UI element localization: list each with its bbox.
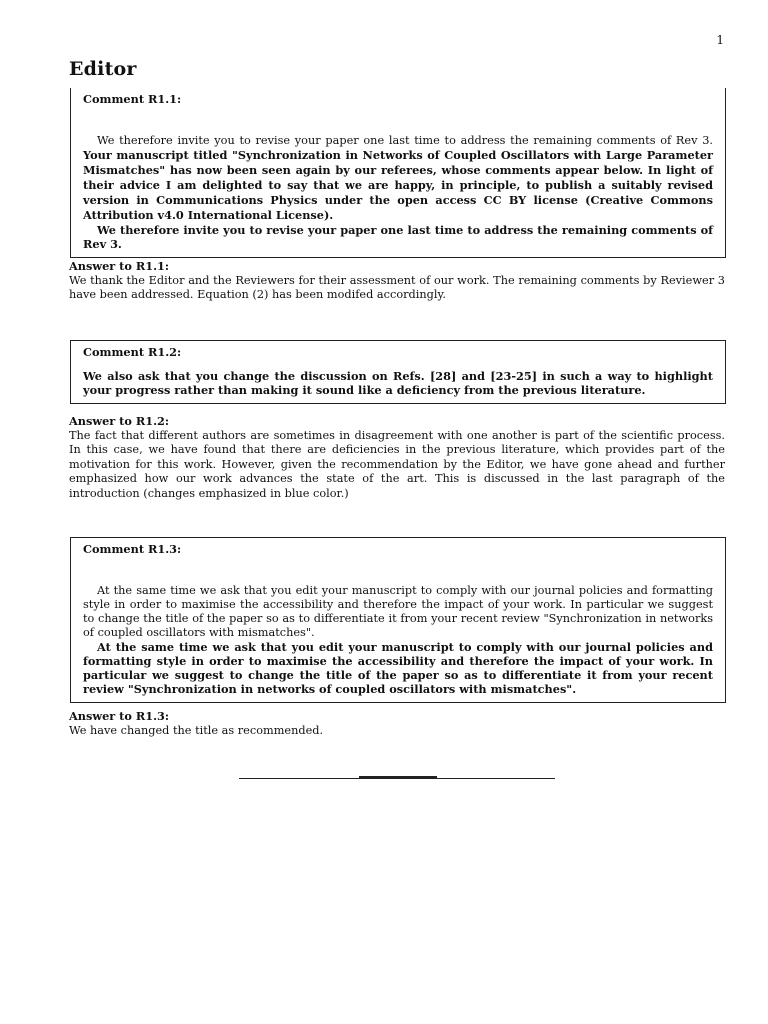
answer-label: Answer to R1.2: xyxy=(69,414,170,428)
comment-label: Comment R1.2: xyxy=(83,345,182,359)
comment-plain-text: At the same time we ask that you edit your manuscript to comply with our journal policies and formatting style in order to maximise the accessibility and therefore the impact of your work. In particular we suggest to change the title of the paper so as to differentiate it from your recent review "Synchronization in networks of coupled oscillators with mismatches". xyxy=(83,584,713,639)
comment-plain-text: We therefore invite you to revise your paper one last time to address the remaining comments of Rev 3. xyxy=(97,134,713,147)
answer-label: Answer to R1.1: xyxy=(69,259,170,273)
comment-box-r1-2 xyxy=(70,340,726,404)
answer-r1-3 xyxy=(69,709,725,738)
comment-bold-text: At the same time we ask that you edit your manuscript to comply with our journal policies and formatting style in order to maximise the accessibility and therefore the impact of your work. In particular we suggest to change the title of the paper so as to differentiate it from your recent review "Synchronization in networks of coupled oscillators with mismatches". xyxy=(83,640,713,696)
answer-r1-2 xyxy=(69,414,725,501)
comment-label: Comment R1.1: xyxy=(83,92,182,106)
comment-box-r1-1 xyxy=(70,88,726,258)
horizontal-rule-accent xyxy=(359,776,437,778)
answer-text: The fact that different authors are sometimes in disagreement with one another is part of the scientific process. In this case, we have found that there are deficiencies in the previous literature, which provides part of the motivation for this work. However, given the recommendation by the Editor, we have gone ahead and further emphasized how our work advances the state of the art. This is discussed in the last paragraph of the introduction (changes emphasized in blue color.) xyxy=(69,428,725,500)
comment-bold-text: We also ask that you change the discussion on Refs. [28] and [23-25] in such a way to highlight your progress rather than making it sound like a deficiency from the previous literature. xyxy=(83,369,713,397)
answer-text: We thank the Editor and the Reviewers for their assessment of our work. The remaining comments by Reviewer 3 have been addressed. Equation (2) has been modifed accordingly. xyxy=(69,273,725,301)
comment-box-r1-3 xyxy=(70,537,726,703)
comment-label: Comment R1.3: xyxy=(83,542,182,556)
answer-r1-1 xyxy=(69,259,725,303)
comment-bold-text: Your manuscript titled "Synchronization in Networks of Coupled Oscillators with Large Parameter Mismatches" has now been seen again by our referees, whose comments appear below. In light of their advice I am delighted to say that we are happy, in principle, to publish a suitably revised version in Communications Physics under the open access CC BY license (Creative Commons Attribution v4.0 International License). xyxy=(83,148,713,222)
section-title: Editor xyxy=(69,58,137,80)
answer-label: Answer to R1.3: xyxy=(69,709,170,723)
page-number: 1 xyxy=(716,33,724,47)
answer-text: We have changed the title as recommended. xyxy=(69,723,324,737)
comment-bold-paragraph: We therefore invite you to revise your paper one last time to address the remaining comments of Rev 3. xyxy=(83,223,713,251)
horizontal-rule xyxy=(239,778,555,779)
comment-paragraph xyxy=(83,134,713,223)
